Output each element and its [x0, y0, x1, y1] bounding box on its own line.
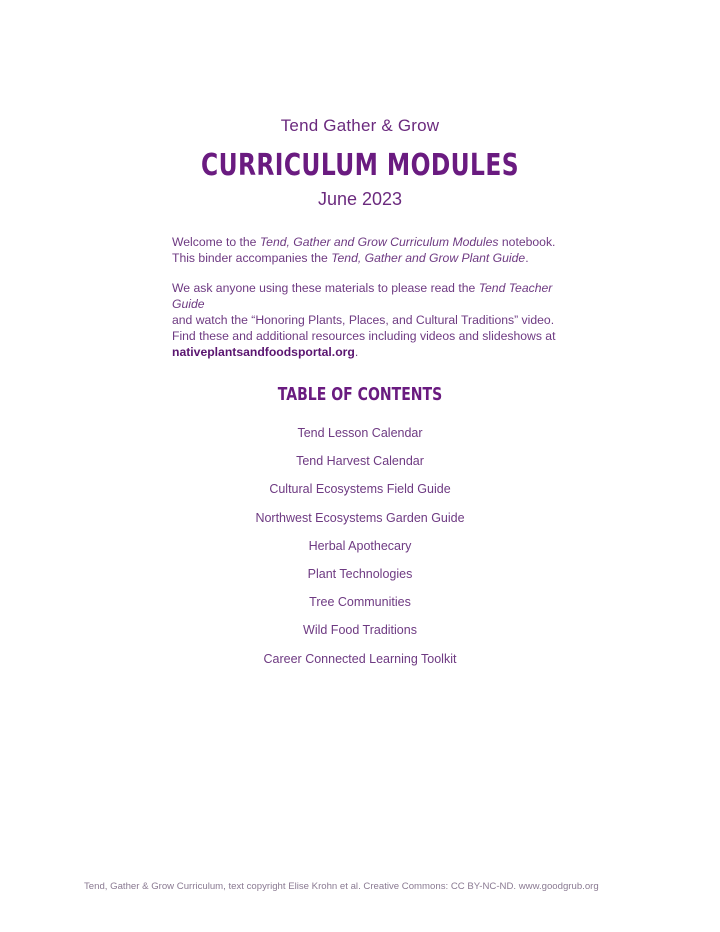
pre-title: Tend Gather & Grow: [280, 116, 440, 135]
toc-item[interactable]: Tree Communities: [309, 595, 411, 610]
toc-item[interactable]: Northwest Ecosystems Garden Guide: [255, 510, 465, 525]
publication-date: June 2023: [317, 189, 403, 209]
toc-item[interactable]: Wild Food Traditions: [303, 623, 417, 638]
intro-paragraph-1: [172, 234, 582, 266]
toc-item[interactable]: Cultural Ecosystems Field Guide: [269, 482, 451, 497]
intro-text: .: [525, 251, 529, 265]
intro-text: and watch the “Honoring Plants, Places, and Cultural Traditions” video.: [172, 313, 555, 327]
intro-text: We ask anyone using these materials to please read the: [172, 281, 479, 295]
footer-copyright: Tend, Gather & Grow Curriculum, text copyright Elise Krohn et al. Creative Commons: CC BY-NC-ND. www.goodgrub.org: [84, 881, 599, 892]
toc-item[interactable]: Career Connected Learning Toolkit: [263, 651, 457, 666]
toc-item[interactable]: Tend Lesson Calendar: [297, 426, 423, 440]
teacher-guide-title: Tend Teacher Guide: [172, 281, 553, 311]
page-title: CURRICULUM MODULES: [201, 148, 519, 183]
modules-title: Tend, Gather and Grow Curriculum Modules: [259, 235, 499, 249]
intro-text: notebook.: [498, 235, 556, 249]
toc-item[interactable]: Tend Harvest Calendar: [296, 454, 424, 469]
toc-list: [0, 424, 720, 678]
intro-text: .: [354, 345, 359, 359]
intro-text: Welcome to the: [172, 235, 260, 249]
intro-text: Find these and additional resources including videos and slideshows at: [172, 329, 556, 343]
intro-text: This binder accompanies the: [172, 251, 332, 265]
toc-heading: TABLE OF CONTENTS: [277, 384, 443, 405]
portal-link[interactable]: nativeplantsandfoodsportal.org: [172, 345, 355, 359]
plant-guide-title: Tend, Gather and Grow Plant Guide: [331, 251, 526, 265]
toc-item[interactable]: Plant Technologies: [307, 566, 413, 581]
toc-item[interactable]: Herbal Apothecary: [308, 538, 412, 553]
intro-paragraph-2: [172, 280, 582, 360]
